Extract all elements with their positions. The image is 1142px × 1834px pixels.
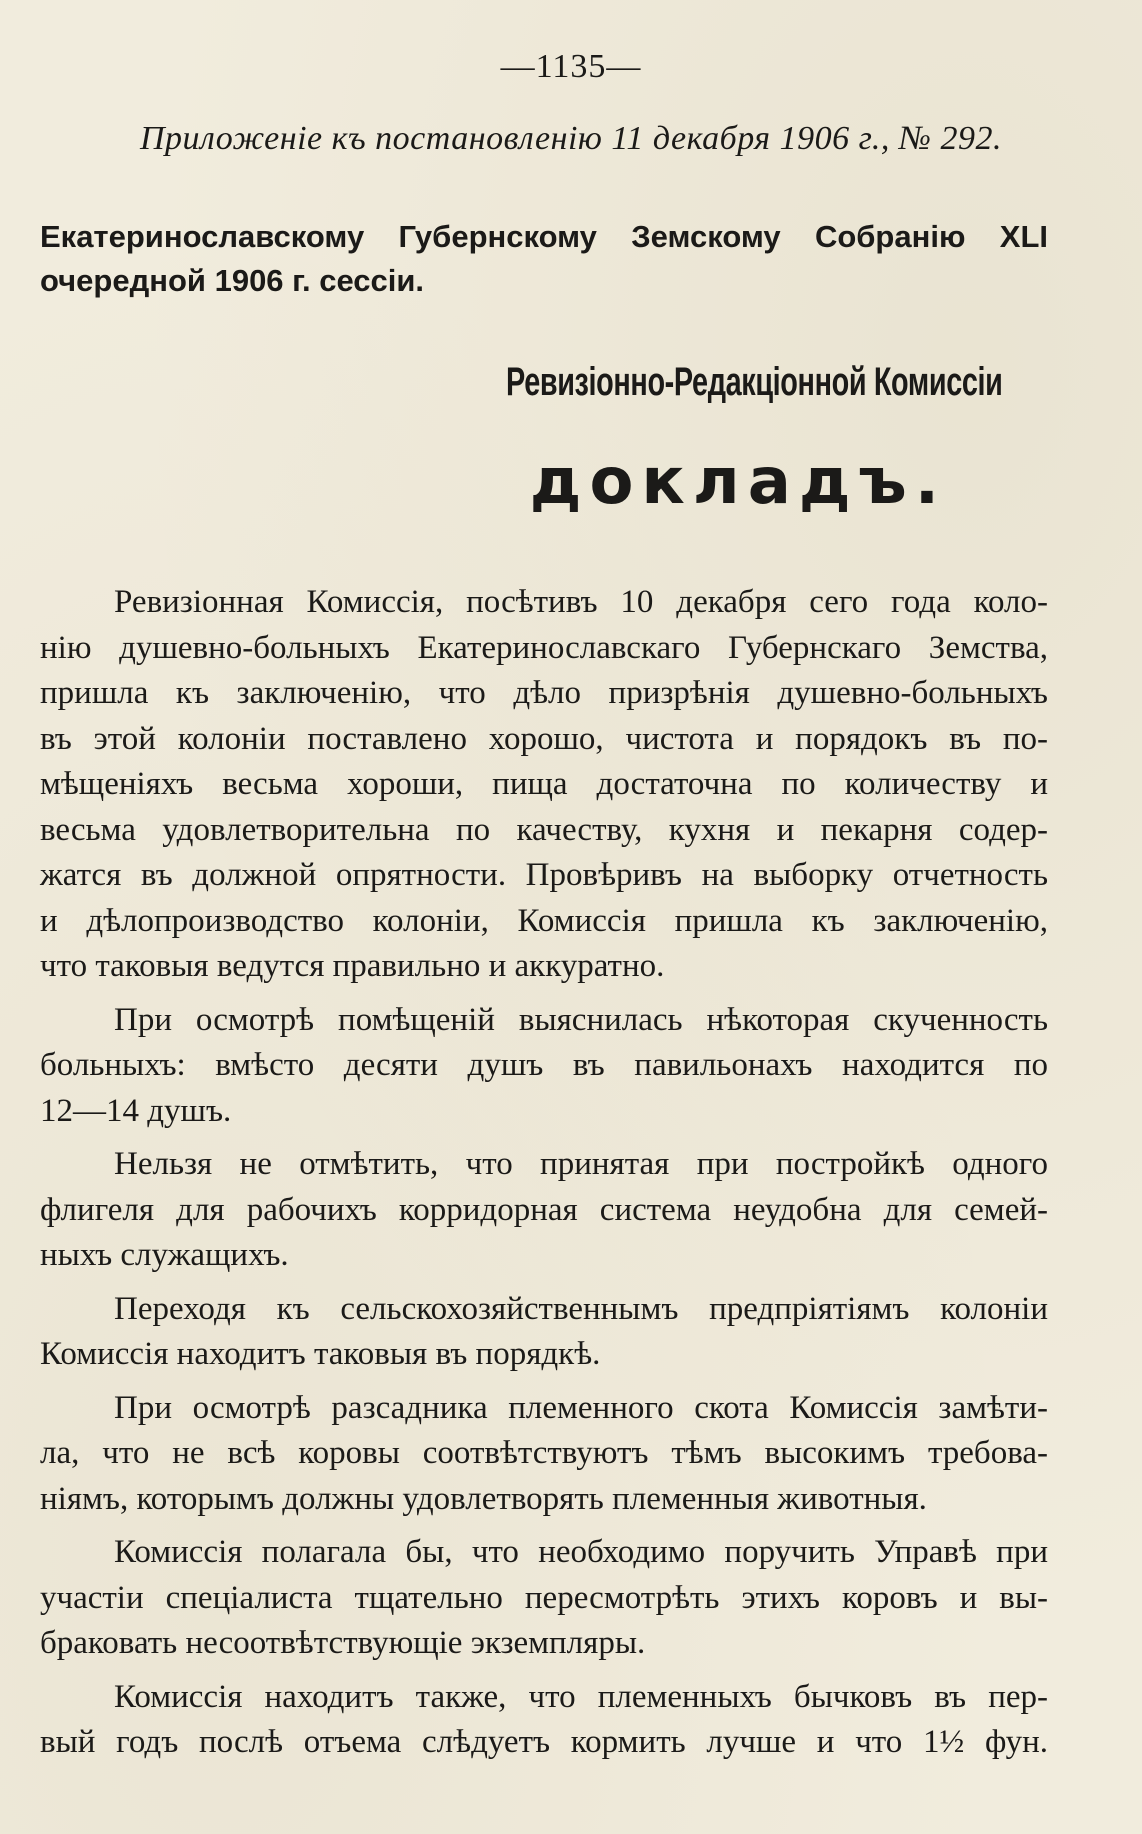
report-title: докладъ.: [529, 445, 947, 519]
text-line: Нельзя не отмѣтить, что принятая при постройкѣ одного: [114, 1146, 1048, 1182]
paragraph-2: [40, 998, 1048, 1135]
text-line: ла, что не всѣ коровы соотвѣтствуютъ тѣмъ высокимъ требова-: [40, 1435, 1048, 1471]
paragraph-7: [40, 1675, 1048, 1766]
paragraph-4: [40, 1287, 1048, 1378]
text-line: и дѣлопроизводство колоніи, Комиссія пришла къ заключенію,: [40, 902, 1048, 939]
text-line: мѣщеніяхъ весьма хороши, пища достаточна по количеству и: [40, 766, 1048, 802]
addressee-heading: Екатеринославскому Губернскому Земскому Собранію XLI очередной 1906 г. сессіи.: [40, 219, 1048, 298]
paragraph-1: [40, 580, 1048, 990]
text-line: больныхъ: вмѣсто десяти душъ въ павильонахъ находится по: [40, 1047, 1048, 1083]
text-line: нію душевно-больныхъ Екатеринославскаго Губернскаго Земства,: [40, 629, 1048, 666]
text-line: вый годъ послѣ отъема слѣдуетъ кормить лучше и что 1½ фун.: [40, 1724, 1048, 1760]
text-line: флигеля для рабочихъ корридорная система неудобна для семей-: [40, 1191, 1048, 1228]
appendix-line: Приложеніе къ постановленію 11 декабря 1906 г., № 292.: [140, 120, 1002, 157]
text-line: Комиссія находитъ таковыя въ порядкѣ.: [40, 1336, 601, 1372]
text-line: браковать несоотвѣтствующіе экземпляры.: [40, 1625, 646, 1661]
text-line: При осмотрѣ помѣщеній выяснилась нѣкоторая скученность: [114, 1001, 1048, 1038]
paragraph-3: [40, 1142, 1048, 1279]
text-line: ныхъ служащихъ.: [40, 1237, 289, 1273]
text-line: весьма удовлетворительна по качеству, кухня и пекарня содер-: [40, 811, 1048, 848]
paragraph-6: [40, 1530, 1048, 1667]
text-line: При осмотрѣ разсадника племенного скота Комиссія замѣти-: [114, 1389, 1048, 1426]
text-line: Комиссія полагала бы, что необходимо поручить Управѣ при: [114, 1534, 1048, 1570]
commission-name: Ревизіонно-Редакціонной Комиссіи: [505, 360, 1002, 404]
report-body: [40, 580, 1048, 1774]
text-line: 12—14 душъ.: [40, 1092, 232, 1129]
text-line: въ этой колоніи поставлено хорошо, чистота и порядокъ въ по-: [40, 720, 1048, 757]
text-line: пришла къ заключенію, что дѣло призрѣнія душевно-больныхъ: [40, 675, 1048, 711]
text-line: Переходя къ сельскохозяйственнымъ предпріятіямъ колоніи: [114, 1290, 1048, 1327]
paragraph-5: [40, 1386, 1048, 1523]
text-line: что таковыя ведутся правильно и аккуратно.: [40, 948, 665, 984]
text-line: Ревизіонная Комиссія, посѣтивъ 10 декабря сего года коло-: [114, 584, 1048, 620]
page-number: —1135—: [500, 48, 642, 85]
text-line: участіи спеціалиста тщательно пересмотрѣть этихъ коровъ и вы-: [40, 1579, 1048, 1616]
text-line: Комиссія находитъ также, что племенныхъ бычковъ въ пер-: [114, 1678, 1048, 1715]
text-line: жатся въ должной опрятности. Провѣривъ на выборку отчетность: [40, 857, 1048, 893]
text-line: ніямъ, которымъ должны удовлетворять племенныя животныя.: [40, 1480, 927, 1517]
